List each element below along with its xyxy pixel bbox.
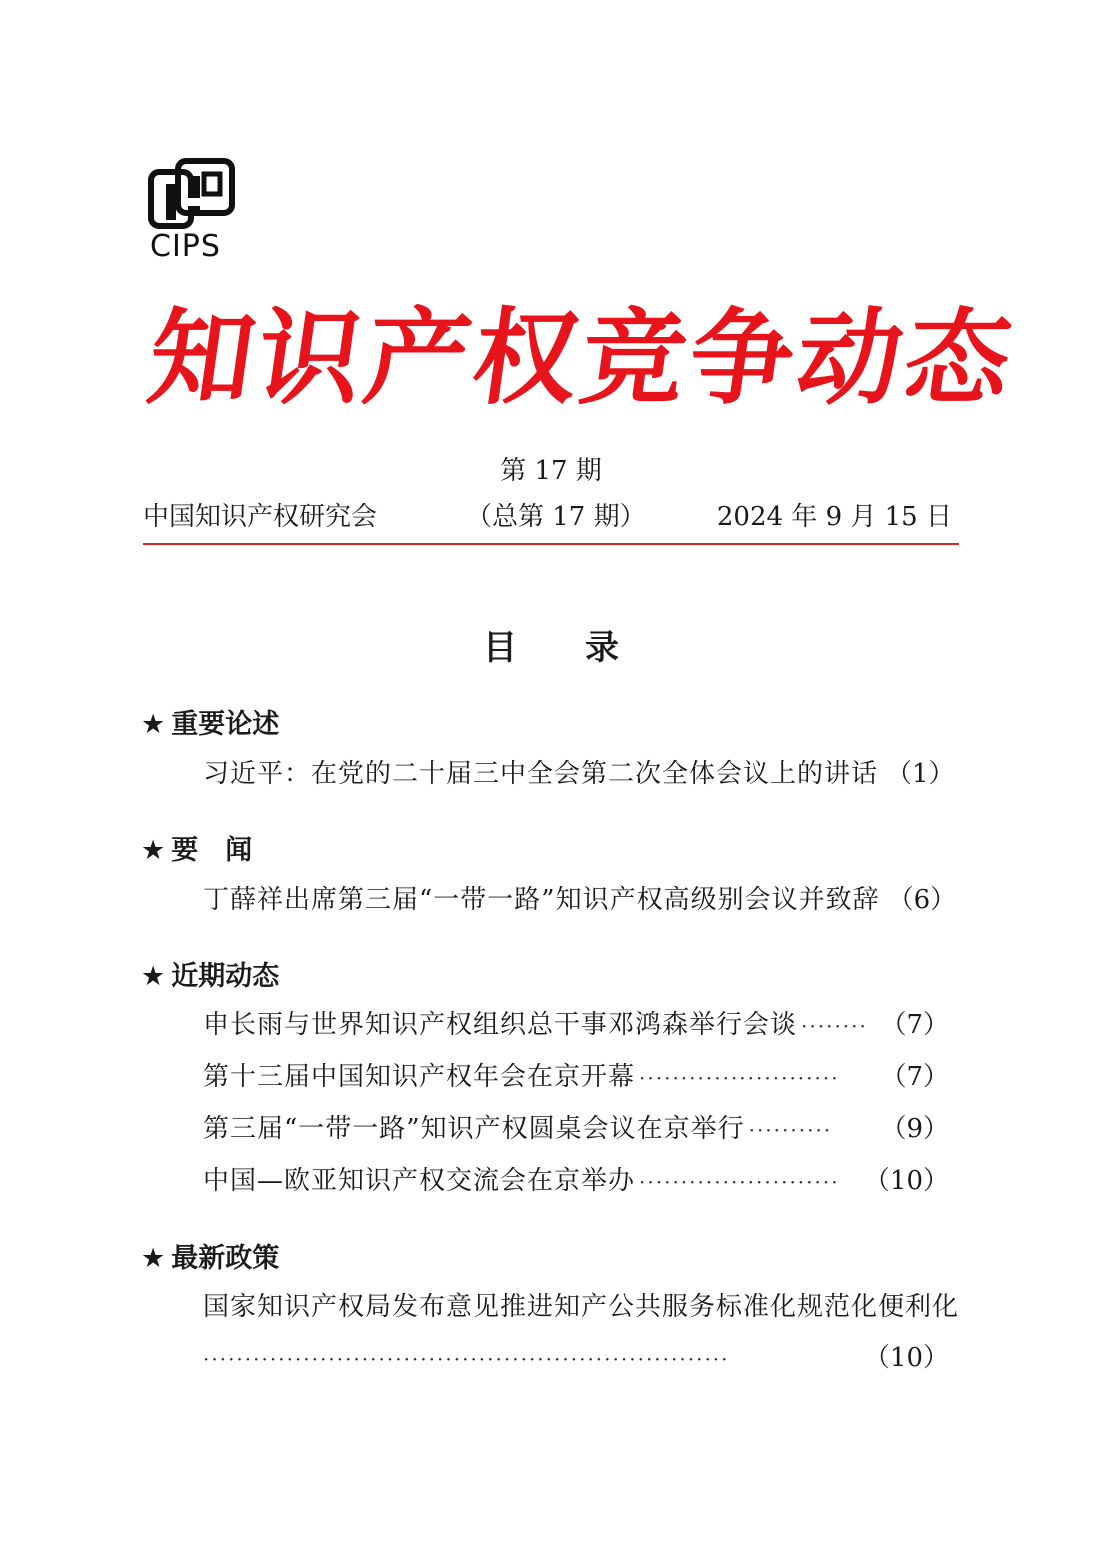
toc-entry-page: （9） [880, 1114, 949, 1144]
toc-entry-title: 第三届“一带一路”知识产权圆桌会议在京举行 [203, 1114, 745, 1144]
toc-entry-title: 第十三届中国知识产权年会在京开幕 [203, 1062, 636, 1092]
toc-section-heading: ★ 最新政策 [141, 1243, 280, 1274]
toc-entry[interactable] [203, 1111, 949, 1147]
star-icon: ★ [141, 961, 166, 992]
toc-entry-page: （10） [863, 1343, 949, 1373]
toc-entry[interactable] [203, 1163, 949, 1199]
toc-entry[interactable] [203, 756, 955, 792]
toc-leader-dots: ························ [639, 1066, 840, 1090]
toc-leader-dots: ························ [639, 1170, 840, 1194]
toc-leader-dots: ·········· [748, 1118, 833, 1142]
issue-number: 第 17 期 [500, 456, 602, 486]
organization-name: 中国知识产权研究会 [143, 502, 378, 532]
issue-date: 2024 年 9 月 15 日 [716, 502, 952, 532]
toc-title: 目 录 [483, 628, 619, 668]
header-rule [143, 543, 959, 545]
masthead-title: 知识产权竞争动态 [141, 296, 1023, 419]
toc-section-heading: ★ 近期动态 [141, 961, 280, 992]
toc-entry-title: 申长雨与世界知识产权组织总干事邓鸿森举行会谈 [203, 1010, 798, 1040]
toc-entry[interactable] [203, 1007, 949, 1043]
total-issue: （总第 17 期） [466, 502, 646, 532]
toc-leader-dots: ······························································· [203, 1347, 730, 1371]
toc-section-heading: ★ 要 闻 [141, 835, 253, 866]
toc-entry[interactable] [203, 1059, 949, 1095]
toc-entry-title: 中国—欧亚知识产权交流会在京举办 [203, 1166, 636, 1196]
toc-entry-page: （1） [886, 759, 955, 789]
toc-entry-page: （7） [880, 1062, 949, 1092]
toc-entry[interactable] [203, 882, 957, 918]
toc-entry-page: （6） [887, 885, 957, 915]
toc-leader-dots: ········ [801, 1014, 868, 1038]
cips-logo [148, 158, 240, 268]
toc-section-heading: ★ 重要论述 [141, 709, 280, 740]
toc-entry-page: （10） [863, 1166, 949, 1196]
toc-entry-title[interactable]: 国家知识产权局发布意见推进知产公共服务标准化规范化便利化 [203, 1292, 960, 1322]
toc-entry-title: 习近平：在党的二十届三中全会第二次全体会议上的讲话 [203, 759, 879, 789]
toc-entry-title: 丁薛祥出席第三届“一带一路”知识产权高级别会议并致辞 [203, 885, 880, 915]
toc-entry-page: （7） [880, 1010, 949, 1040]
cips-emblem-icon [148, 158, 238, 230]
star-icon: ★ [141, 1243, 166, 1274]
toc-entry[interactable] [203, 1340, 949, 1376]
star-icon: ★ [141, 709, 166, 740]
logo-text: CIPS [150, 229, 221, 264]
star-icon: ★ [141, 835, 166, 866]
